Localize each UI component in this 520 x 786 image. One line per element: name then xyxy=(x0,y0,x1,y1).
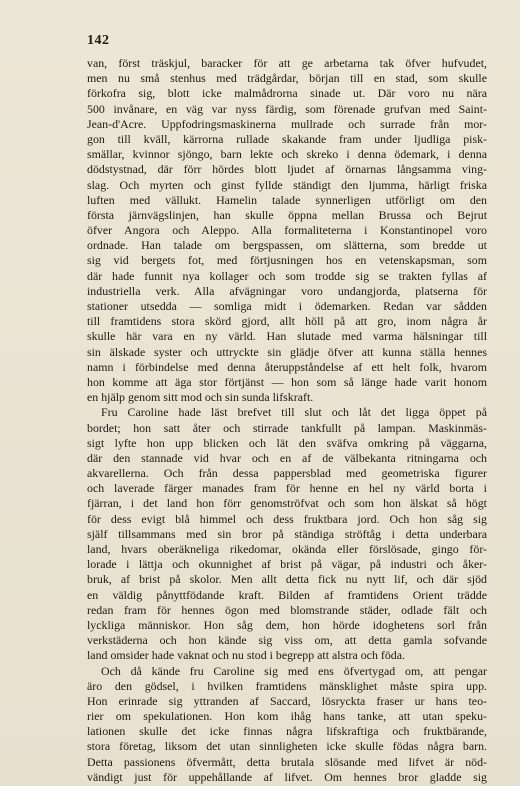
text-line: van, först träskjul, baracker för att ge arbetarna tak öfver hufvudet, xyxy=(87,56,487,70)
text-line: akvarellerna. Och från dessa pappersblad med geometriska figurer xyxy=(87,466,487,481)
text-line: sin älskade syster och uttryckte sin glädje öfver att kunna ställa hennes xyxy=(87,344,487,359)
text-line: verkstäderna och hon kände sig viss om, att detta gamla sofvande xyxy=(87,633,487,648)
text-line: luften med vällukt. Hamelin talade synnerligen utförligt om den xyxy=(87,192,487,207)
text-line: en hjälp genom sitt mod och sin sunda lifskraft. xyxy=(87,390,314,405)
text-line: Detta passionens öfvermått, detta brutala slösande med lifvet är nöd- xyxy=(87,754,487,769)
text-line: lorade i lättja och okunnighet af brist på vägar, på industri och åker- xyxy=(87,557,487,572)
text-line: Fru Caroline hade läst brefvet till slut och låt det ligga öppet på xyxy=(101,405,487,420)
text-line: och laverade färger manades fram för henne en hel ny värld borta i xyxy=(87,481,487,496)
text-line: äro den gödsel, i hvilken framtidens mänsklighet måste spira upp. xyxy=(87,678,487,693)
text-line: gon till kväll, kärrorna rullade skakande fram under ljudliga pisk- xyxy=(87,131,487,146)
text-line: en väldig pånyttfödande kraft. Bilden af framtidens Orient trädde xyxy=(87,587,487,602)
text-line: dödstystnad, där förr hördes blott ljudet af örnarnas långsamma ving- xyxy=(87,162,487,177)
text-line: lationen skulle det icke finnas några lifskraftiga och fruktbärande, xyxy=(87,724,487,739)
text-line: fjärran, i det land hon förr genomströfvat och som hon älskat så högt xyxy=(87,496,487,511)
text-line: förkofra sig, blott icke malmådrorna sinade ut. Där voro nu nära xyxy=(87,86,487,101)
text-line: Jean-d'Acre. Uppfodringsmaskinerna mullrade och surrade från mor- xyxy=(87,116,487,131)
text-line: Och då kände fru Caroline sig med ens öfvertygad om, att pengar xyxy=(101,663,487,678)
text-line: öfver Angora och Aleppo. Alla formaliteterna i Konstantinopel voro xyxy=(87,223,487,238)
text-line: bruk, af brist på skolor. Men allt detta fick nu nytt lif, och där sjöd xyxy=(87,572,487,587)
text-line: första järnvägslinjen, han skulle öppna mellan Brussa och Bejrut xyxy=(87,207,487,222)
text-line: namn i förbindelse med denna återuppståndelse af ett helt folk, hvarom xyxy=(87,359,487,374)
text-line: vändigt just för uppehållande af lifvet. Om hennes bror gladde sig xyxy=(87,769,487,784)
text-line: stora företag, liksom det utan sinnligheten icke skulle födas några barn. xyxy=(87,739,487,754)
text-line: själf tillsammans med sin bror på ständiga ströftåg i detta underbara xyxy=(87,526,487,541)
text-line: till framtidens stora skörd gjord, allt höll på att gro, inom några år xyxy=(87,314,487,329)
text-line: land, hvars oberäkneliga rikedomar, okända eller förslösade, gingo för- xyxy=(87,542,487,556)
text-line: men nu små stenhus med trädgårdar, början till en stad, som skulle xyxy=(87,71,487,86)
text-line: sigt lyfte hon upp blicken och lät den sväfva omkring på väggarna, xyxy=(87,435,487,450)
text-line: skulle här vara en ny värld. Han slutade med varma hälsningar till xyxy=(87,329,487,344)
text-line: slag. Och myrten och ginst fyllde ständigt den ljumma, härligt friska xyxy=(87,177,487,192)
text-line: lyckliga människor. Hon såg dem, hon hörde idoghetens sorl från xyxy=(87,617,487,632)
text-line: sig vid bergets fot, med förtjusningen hos en vetenskapsman, som xyxy=(87,253,487,268)
text-line: 500 invånare, en väg var nyss färdig, som förenade grufvan med Saint- xyxy=(87,101,487,116)
text-line: ordnade. Han talade om bergspassen, om slätterna, som bredde ut xyxy=(87,238,487,253)
text-line: industriella verk. Alla afvägningar voro undangjorda, platserna för xyxy=(87,283,487,298)
text-line: redan fram för hennes ögon med blomstrande städer, odlade fält och xyxy=(87,602,487,617)
text-line: stationer utsedda — somliga midt i ödemarken. Redan var sådden xyxy=(87,299,487,313)
text-line: land omsider hade vaknat och nu stod i begrepp att alstra och föda. xyxy=(87,648,405,663)
text-line: bordet; hon satt åter och stirrade tankfullt på lampan. Maskinmäs- xyxy=(87,420,487,435)
text-line: smällar, kvinnor sjöngo, barn lekte och skreko i denna ödemark, i denna xyxy=(87,147,487,162)
text-line: hon komme att äga stor förtjänst — hon som så länge hade varit honom xyxy=(87,374,487,389)
body-text xyxy=(87,56,487,785)
text-line: för dess evigt blå himmel och dess fruktbara jord. Och hon såg sig xyxy=(87,511,487,526)
page-number: 142 xyxy=(87,33,110,48)
text-line: där den stannade vid hvar och en af de välbekanta ritningarna och xyxy=(87,450,487,465)
text-line: Hon erinrade sig yttranden af Saccard, lösryckta fraser ur hans teo- xyxy=(87,693,487,708)
text-line: rier om spekulationen. Hon kom ihåg hans tanke, att utan speku- xyxy=(87,709,487,724)
text-line: där hade funnit nya kollager och som trodde sig se trakten fyllas af xyxy=(87,268,487,283)
